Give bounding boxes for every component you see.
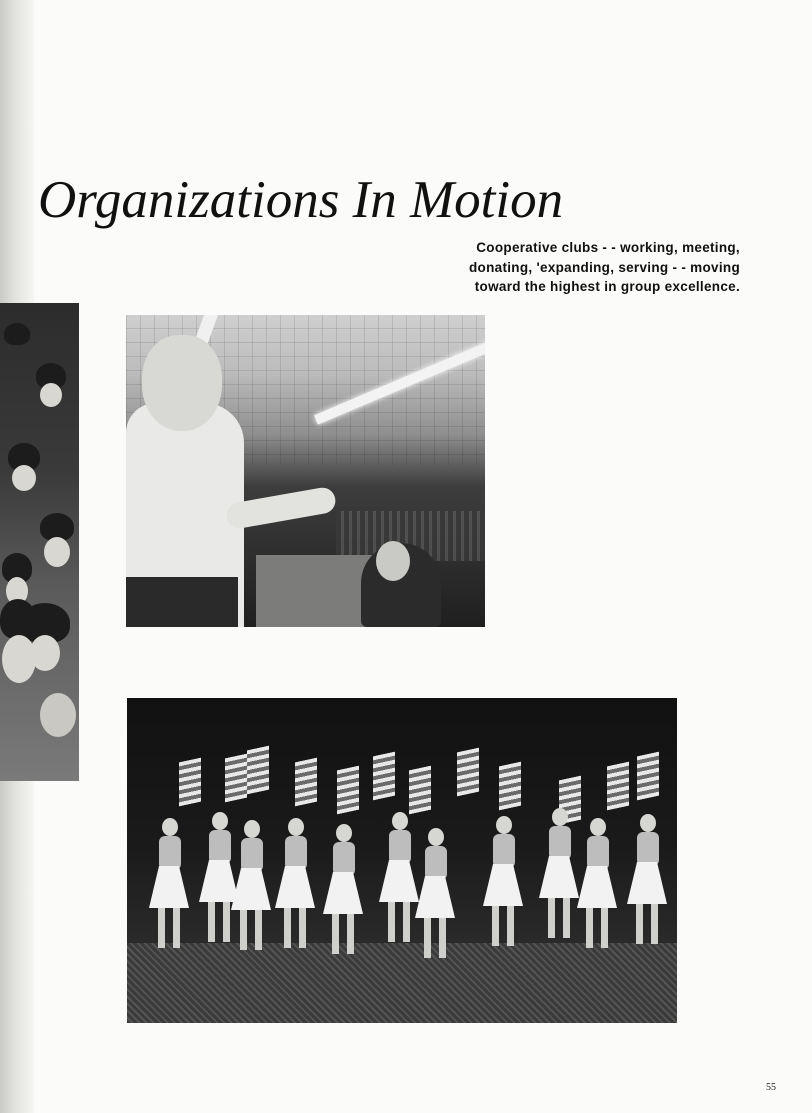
majorette-figure (627, 812, 667, 932)
subtitle-line: toward the highest in group excellence. (474, 279, 740, 294)
majorette-figure (231, 818, 271, 938)
flag-icon (457, 748, 479, 797)
crowd-face (40, 693, 76, 737)
majorette-figure (275, 816, 315, 936)
flag-icon (337, 766, 359, 815)
page-title: Organizations In Motion (38, 171, 564, 229)
majorette-figure (415, 826, 455, 946)
flag-icon (409, 766, 431, 815)
page-number: 55 (766, 1082, 776, 1093)
flag-icon (607, 762, 629, 811)
crowd-face (40, 383, 62, 407)
flag-icon (295, 758, 317, 807)
crowd-head (4, 323, 30, 345)
crowd-head (0, 599, 36, 639)
majorettes-photo (127, 698, 677, 1023)
subtitle-line: Cooperative clubs - - working, meeting, (476, 240, 740, 255)
majorette-figure (323, 822, 363, 942)
student-face (376, 541, 410, 581)
speaker-head (142, 335, 222, 431)
speaker-pants (126, 577, 238, 627)
majorette-figure (539, 806, 579, 926)
majorette-figure (149, 816, 189, 936)
crowd-face (12, 465, 36, 491)
majorette-figure (577, 816, 617, 936)
flag-icon (373, 752, 395, 801)
flag-icon (637, 752, 659, 801)
lectern (256, 555, 376, 627)
speaker-photo (126, 315, 485, 627)
subtitle-line: donating, 'expanding, serving - - moving (469, 259, 740, 275)
flag-icon (247, 746, 269, 795)
field-ground (127, 943, 677, 1023)
flag-icon (179, 758, 201, 807)
crowd-face (2, 635, 36, 683)
majorette-figure (483, 814, 523, 934)
majorette-figure (379, 810, 419, 930)
page-subtitle (420, 238, 740, 297)
flag-icon (499, 762, 521, 811)
flag-icon (225, 754, 247, 803)
crowd-face (44, 537, 70, 567)
crowd-photo (0, 303, 79, 781)
